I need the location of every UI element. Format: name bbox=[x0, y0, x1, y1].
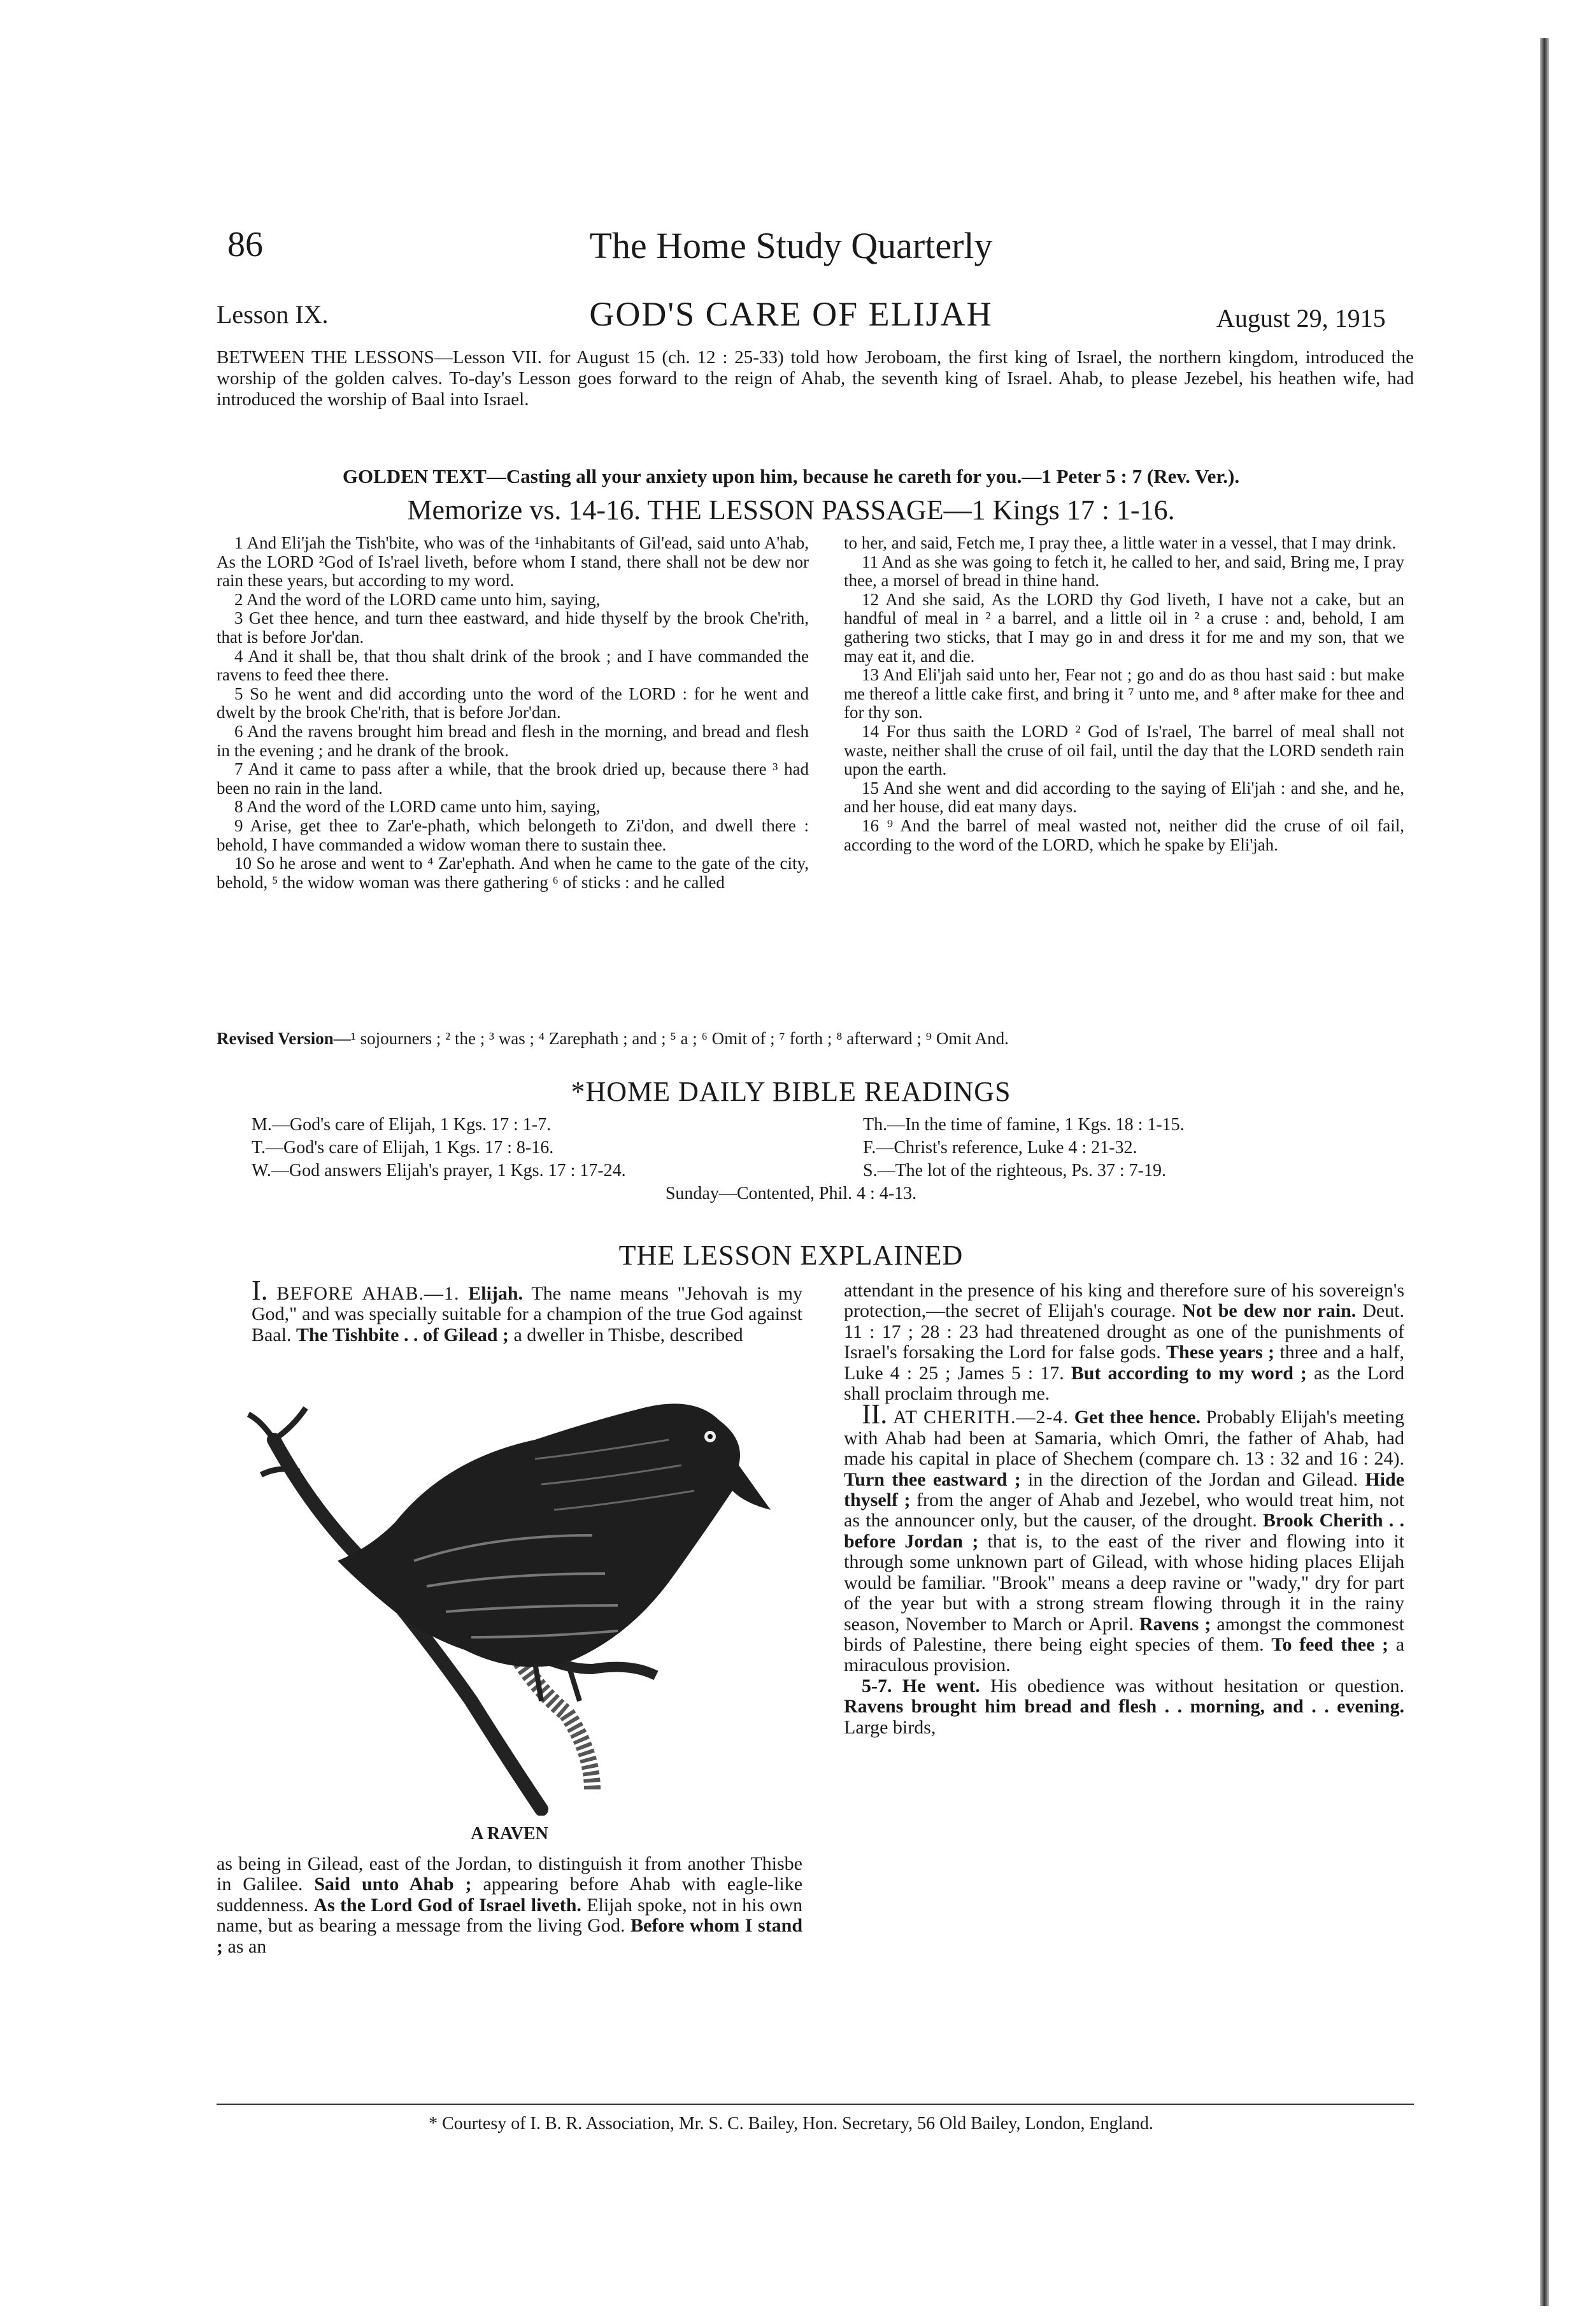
page-edge-shadow bbox=[1540, 38, 1549, 2306]
comment: The name means "Jehovah is my God," and was specially suitable for a champion of the true God against Baal. bbox=[252, 1283, 803, 1345]
explained-left-top bbox=[252, 1275, 803, 1345]
comment: Deut. 11 : 17 ; 28 : 23 had threatened drought as one of the punishments of Israel's forsaking the Lord for false gods. bbox=[844, 1300, 1405, 1363]
comment: three and a half, Luke 4 : 25 ; James 5 : 17. bbox=[844, 1342, 1405, 1384]
verse: 12 And she said, As the LORD thy God liveth, I have not a cake, but an handful of meal in ² a barrel, and a little oil in ² a cruse : and, behold, I am gathering two sticks, that I may go in and dress it for me and my son, that we may eat it, and die. bbox=[844, 589, 1404, 666]
comment: Large birds, bbox=[844, 1716, 936, 1738]
illustration-caption: A RAVEN bbox=[471, 1824, 548, 1844]
comment: as being in Gilead, east of the Jordan, to distinguish it from another Thisbe in Galilee. bbox=[217, 1853, 802, 1895]
term: But according to my word ; bbox=[1071, 1362, 1307, 1384]
term: As the Lord God of Israel liveth. bbox=[313, 1894, 581, 1916]
comment: in the direction of the Jordan and Gilead. bbox=[1028, 1468, 1358, 1490]
journal-title: The Home Study Quarterly bbox=[589, 225, 993, 266]
verse: 15 And she went and did according to the saying of Eli'jah : and she, and he, and her house, did eat many days. bbox=[844, 778, 1404, 817]
verse: 6 And the ravens brought him bread and flesh in the morning, and bread and flesh in the evening ; and he drank of the brook. bbox=[217, 721, 809, 760]
term: Brook Cherith . . before Jordan ; bbox=[844, 1510, 1405, 1552]
term: 5-7. He went. bbox=[862, 1675, 980, 1696]
term: Hide thyself ; bbox=[844, 1468, 1405, 1511]
comment: appearing before Ahab with eagle-like suddenness. bbox=[217, 1874, 803, 1916]
term: To feed thee ; bbox=[1271, 1633, 1389, 1655]
term: Ravens brought him bread and flesh . . morning, and . . evening. bbox=[844, 1696, 1404, 1718]
reading-item: T.—God's care of Elijah, 1 Kgs. 17 : 8-16. bbox=[252, 1138, 554, 1158]
lesson-title: GOD'S CARE OF ELIJAH bbox=[589, 295, 993, 333]
verse: 2 And the word of the LORD came unto him, saying, bbox=[234, 589, 601, 609]
footnote-rule bbox=[217, 2104, 1414, 2105]
verse: 16 ⁹ And the barrel of meal wasted not, neither did the cruse of oil fail, according to the word of the LORD, which he spake by Eli'jah. bbox=[844, 815, 1404, 854]
passage-left-column bbox=[217, 534, 809, 892]
golden-text: GOLDEN TEXT—Casting all your anxiety upon him, because he careth for you.—1 Peter 5 : 7 (Rev. Ver.). bbox=[342, 465, 1240, 487]
verse: 14 For thus saith the LORD ² God of Is'rael, The barrel of meal shall not waste, neither shall the cruse of oil fail, until the day that the LORD sendeth rain upon the earth. bbox=[844, 721, 1404, 779]
reading-item-sunday: Sunday—Contented, Phil. 4 : 4-13. bbox=[665, 1184, 917, 1203]
comment: that is, to the east of the river and flowing into it through some unknown part of Gilead, with whose hiding places Elijah would be familiar. "Brook" means a deep ravine or "wady," dry for part of the year but with a strong stream flowing through it in the rainy season, November to March or April. bbox=[844, 1530, 1404, 1635]
between-lessons: BETWEEN THE LESSONS—Lesson VII. for August 15 (ch. 12 : 25-33) told how Jeroboam, the first king of Israel, the northern kingdom, introduced the worship of the golden calves. To-day's Lesson goes forward to the reign of Ahab, the seventh king of Israel. Ahab, to please Jezebel, his heathen wife, had introduced the worship of Baal into Israel. bbox=[217, 347, 1414, 410]
comment: as an bbox=[227, 1935, 267, 1957]
comment: a miraculous provision. bbox=[844, 1633, 1405, 1676]
reading-item: M.—God's care of Elijah, 1 Kgs. 17 : 1-7. bbox=[252, 1115, 552, 1135]
reading-item: Th.—In the time of famine, 1 Kgs. 18 : 1-15. bbox=[863, 1115, 1185, 1135]
section-numeral: I. bbox=[252, 1275, 268, 1306]
verse: 8 And the word of the LORD came unto him, saying, bbox=[234, 797, 601, 817]
verse: 5 So he went and did according unto the word of the LORD : for he went and dwelt by the brook Che'rith, that is before Jor'dan. bbox=[217, 684, 809, 722]
reading-item: W.—God answers Elijah's prayer, 1 Kgs. 17 : 17-24. bbox=[252, 1161, 626, 1180]
explained-right-column bbox=[844, 1280, 1404, 1738]
lesson-number: Lesson IX. bbox=[217, 300, 329, 329]
comment: Elijah spoke, not in his own name, but as bearing a message from the living God. bbox=[217, 1894, 803, 1937]
term: Ravens ; bbox=[1139, 1613, 1211, 1635]
passage-right-column bbox=[844, 534, 1404, 854]
raven-illustration bbox=[236, 1370, 796, 1816]
term: Before whom I stand ; bbox=[217, 1915, 802, 1957]
page-number: 86 bbox=[227, 225, 263, 264]
comment: from the anger of Ahab and Jezebel, who would treat him, not as the announcer only, but the causer, of the drought. bbox=[844, 1489, 1405, 1531]
footnote: * Courtesy of I. B. R. Association, Mr. S. C. Bailey, Hon. Secretary, 56 Old Bailey, London, England. bbox=[429, 2114, 1153, 2134]
term: The Tishbite . . of Gilead ; bbox=[296, 1324, 509, 1345]
section-numeral: II. bbox=[862, 1398, 888, 1430]
section-heading: BEFORE AHAB.—1. bbox=[276, 1283, 460, 1304]
revised-version-label: Revised Version— bbox=[217, 1029, 351, 1048]
reading-item: F.—Christ's reference, Luke 4 : 21-32. bbox=[863, 1138, 1137, 1158]
term: Not be dew nor rain. bbox=[1182, 1300, 1357, 1322]
comment: a dweller in Thisbe, described bbox=[513, 1324, 743, 1345]
verse: to her, and said, Fetch me, I pray thee, a little water in a vessel, that I may drink. bbox=[844, 533, 1397, 552]
term: Get thee hence. bbox=[1074, 1407, 1201, 1428]
comment: attendant in the presence of his king and therefore sure of his sovereign's protection,—the secret of Elijah's courage. bbox=[844, 1280, 1404, 1322]
verse: 1 And Eli'jah the Tish'bite, who was of the ¹inhabitants of Gil'ead, said unto A'hab, As the LORD ²God of Is'rael liveth, before whom I stand, there shall not be dew nor rain these years, but according to my word. bbox=[217, 533, 809, 591]
verse: 13 And Eli'jah said unto her, Fear not ; go and do as thou hast said : but make me thereof a little cake first, and bring it ⁷ unto me, and ⁸ after make for thee and for thy son. bbox=[844, 665, 1404, 722]
verse: 11 And as she was going to fetch it, he called to her, and said, Bring me, I pray thee, a morsel of bread in thine hand. bbox=[844, 552, 1404, 591]
readings-heading: *HOME DAILY BIBLE READINGS bbox=[571, 1076, 1011, 1107]
revised-version-notes bbox=[217, 1029, 1414, 1048]
verse: 4 And it shall be, that thou shalt drink of the brook ; and I have commanded the ravens to feed thee there. bbox=[217, 646, 809, 685]
verse: 3 Get thee hence, and turn thee eastward, and hide thyself by the brook Che'rith, that is before Jor'dan. bbox=[217, 608, 809, 647]
term: Turn thee eastward ; bbox=[844, 1468, 1021, 1490]
reading-item: S.—The lot of the righteous, Ps. 37 : 7-19. bbox=[863, 1161, 1166, 1180]
revised-version-text: ¹ sojourners ; ² the ; ³ was ; ⁴ Zarephath ; and ; ⁵ a ; ⁶ Omit of ; ⁷ forth ; ⁸ afterward ; ⁹ Omit And. bbox=[350, 1029, 1009, 1048]
explained-left-bottom bbox=[217, 1854, 802, 1957]
explained-heading: THE LESSON EXPLAINED bbox=[618, 1240, 964, 1271]
term: These years ; bbox=[1166, 1342, 1274, 1363]
comment: as the Lord shall proclaim through me. bbox=[844, 1362, 1405, 1405]
verse: 10 So he arose and went to ⁴ Zar'ephath. And when he came to the gate of the city, behold, ⁵ the widow woman was there gathering ⁶ of sticks : and he called bbox=[217, 854, 809, 892]
verse: 9 Arise, get thee to Zar'e-phath, which belongeth to Zi'don, and dwell there : behold, I have commanded a widow woman there to sustain thee. bbox=[217, 815, 809, 854]
verse: 7 And it came to pass after a while, that the brook dried up, because there ³ had been no rain in the land. bbox=[217, 759, 809, 798]
passage-heading: Memorize vs. 14-16. THE LESSON PASSAGE—1 Kings 17 : 1-16. bbox=[407, 494, 1175, 526]
comment: His obedience was without hesitation or question. bbox=[990, 1675, 1405, 1696]
term: Elijah. bbox=[468, 1283, 524, 1304]
comment: amongst the commonest birds of Palestine, there being eight species of them. bbox=[844, 1613, 1404, 1655]
lesson-date: August 29, 1915 bbox=[1216, 304, 1386, 333]
section-heading: AT CHERITH.—2-4. bbox=[893, 1407, 1069, 1428]
comment: Probably Elijah's meeting with Ahab had been at Samaria, which Omri, the father of Ahab, had made his capital in place of Shechem (compare ch. 13 : 32 and 16 : 24). bbox=[844, 1407, 1404, 1470]
term: Said unto Ahab ; bbox=[314, 1874, 472, 1895]
